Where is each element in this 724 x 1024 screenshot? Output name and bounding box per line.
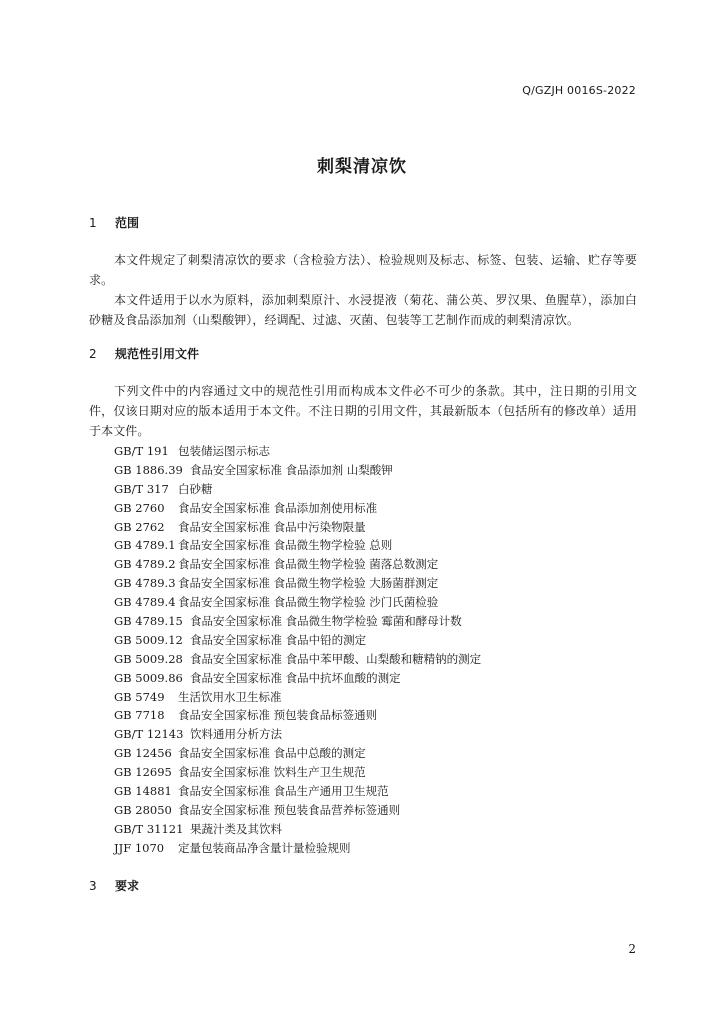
section-number: 3 (89, 879, 97, 893)
document-code: Q/GZJH 0016S-2022 (522, 84, 636, 97)
reference-code: GB 5009.12 (114, 632, 183, 647)
reference-item (114, 782, 481, 801)
reference-name: 食品安全国家标准 饮料生产卫生规范 (178, 765, 366, 780)
reference-code: GB 1886.39 (114, 462, 183, 477)
section-number: 1 (89, 216, 97, 230)
reference-name: 食品安全国家标准 食品生产通用卫生规范 (178, 784, 389, 799)
reference-name: 果蔬汁类及其饮料 (190, 821, 282, 836)
reference-item (114, 839, 481, 858)
reference-name: 定量包装商品净含量计量检验规则 (178, 840, 351, 855)
reference-item (114, 612, 481, 631)
section-2-paragraph-1: 下列文件中的内容通过文中的规范性引用而构成本文件必不可少的条款。其中，注日期的引用文件，仅该日期对应的版本适用于本文件。不注日期的引用文件，其最新版本（包括所有的修改单）适用于本文件。 (89, 384, 637, 438)
reference-name: 食品安全国家标准 食品中抗坏血酸的测定 (190, 670, 401, 685)
reference-code: GB 4789.4 (114, 595, 176, 610)
reference-code: GB 5009.86 (114, 670, 183, 685)
reference-item (114, 763, 481, 782)
reference-name: 食品安全国家标准 食品微生物学检验 沙门氏菌检验 (178, 595, 439, 610)
reference-code: GB/T 12143 (114, 727, 184, 742)
reference-name: 饮料通用分析方法 (190, 727, 282, 742)
reference-code: GB 14881 (114, 784, 172, 799)
reference-item (114, 669, 481, 688)
reference-code: GB 12695 (114, 765, 172, 780)
reference-name: 食品安全国家标准 食品添加剂使用标准 (178, 500, 378, 515)
reference-item (114, 631, 481, 650)
reference-code: GB 4789.3 (114, 576, 176, 591)
reference-item (114, 593, 481, 612)
reference-code: GB 2762 (114, 519, 165, 534)
reference-code: GB 28050 (114, 802, 172, 817)
reference-code: GB 7718 (114, 708, 165, 723)
section-1-heading (89, 214, 139, 231)
reference-item (114, 536, 481, 555)
section-title: 规范性引用文件 (115, 347, 200, 361)
reference-code: GB 4789.15 (114, 614, 183, 629)
reference-item (114, 820, 481, 839)
reference-code: GB/T 317 (114, 481, 169, 496)
reference-item (114, 706, 481, 725)
reference-name: 食品安全国家标准 食品微生物学检验 大肠菌群测定 (178, 576, 439, 591)
reference-name: 食品安全国家标准 食品微生物学检验 菌落总数测定 (178, 557, 439, 572)
section-1-paragraph-1: 本文件规定了刺梨清凉饮的要求（含检验方法）、检验规则及标志、标签、包装、运输、贮存等要求。 (89, 253, 637, 287)
reference-code: GB/T 31121 (114, 821, 184, 836)
reference-item (114, 480, 481, 499)
section-title: 范围 (115, 216, 140, 230)
reference-code: GB 5749 (114, 689, 165, 704)
reference-name: 食品安全国家标准 预包装食品营养标签通则 (178, 802, 401, 817)
document-title: 刺梨清凉饮 (317, 157, 407, 177)
section-2-heading (89, 345, 199, 362)
reference-name: 食品安全国家标准 预包装食品标签通则 (178, 708, 378, 723)
reference-item (114, 688, 481, 707)
reference-name: 食品安全国家标准 食品中污染物限量 (178, 519, 366, 534)
reference-name: 生活饮用水卫生标准 (178, 689, 282, 704)
reference-name: 食品安全国家标准 食品微生物学检验 总则 (178, 538, 393, 553)
reference-item (114, 725, 481, 744)
reference-code: JJF 1070 (114, 840, 165, 855)
page-number: 2 (628, 942, 636, 956)
reference-name: 白砂糖 (178, 481, 213, 496)
reference-item (114, 461, 481, 480)
reference-item (114, 499, 481, 518)
reference-item (114, 518, 481, 537)
reference-code: GB 4789.1 (114, 538, 176, 553)
section-1-paragraph-2: 本文件适用于以水为原料，添加刺梨原汁、水浸提液（菊花、蒲公英、罗汉果、鱼腥草），添加白砂糖及食品添加剂（山梨酸钾），经调配、过滤、灭菌、包装等工艺制作而成的刺梨清凉饮。 (89, 293, 637, 327)
reference-item (114, 744, 481, 763)
reference-code: GB/T 191 (114, 444, 169, 458)
reference-item (114, 555, 481, 574)
reference-name: 食品安全国家标准 食品中总酸的测定 (178, 746, 366, 761)
section-number: 2 (89, 347, 97, 361)
reference-item (114, 650, 481, 669)
reference-item (114, 442, 481, 461)
section-title: 要求 (115, 879, 140, 893)
reference-name: 食品安全国家标准 食品添加剂 山梨酸钾 (190, 462, 393, 477)
reference-code: GB 12456 (114, 746, 172, 761)
reference-code: GB 4789.2 (114, 557, 176, 572)
reference-name: 食品安全国家标准 食品中苯甲酸、山梨酸和糖精钠的测定 (190, 651, 482, 666)
reference-name: 食品安全国家标准 食品微生物学检验 霉菌和酵母计数 (190, 614, 462, 629)
normative-references-list (114, 442, 481, 858)
reference-name: 食品安全国家标准 食品中铅的测定 (190, 632, 367, 647)
reference-item (114, 801, 481, 820)
reference-code: GB 5009.28 (114, 651, 183, 666)
reference-code: GB 2760 (114, 500, 165, 515)
reference-name: 包装储运图示标志 (178, 444, 270, 458)
reference-item (114, 574, 481, 593)
section-3-heading (89, 877, 139, 894)
